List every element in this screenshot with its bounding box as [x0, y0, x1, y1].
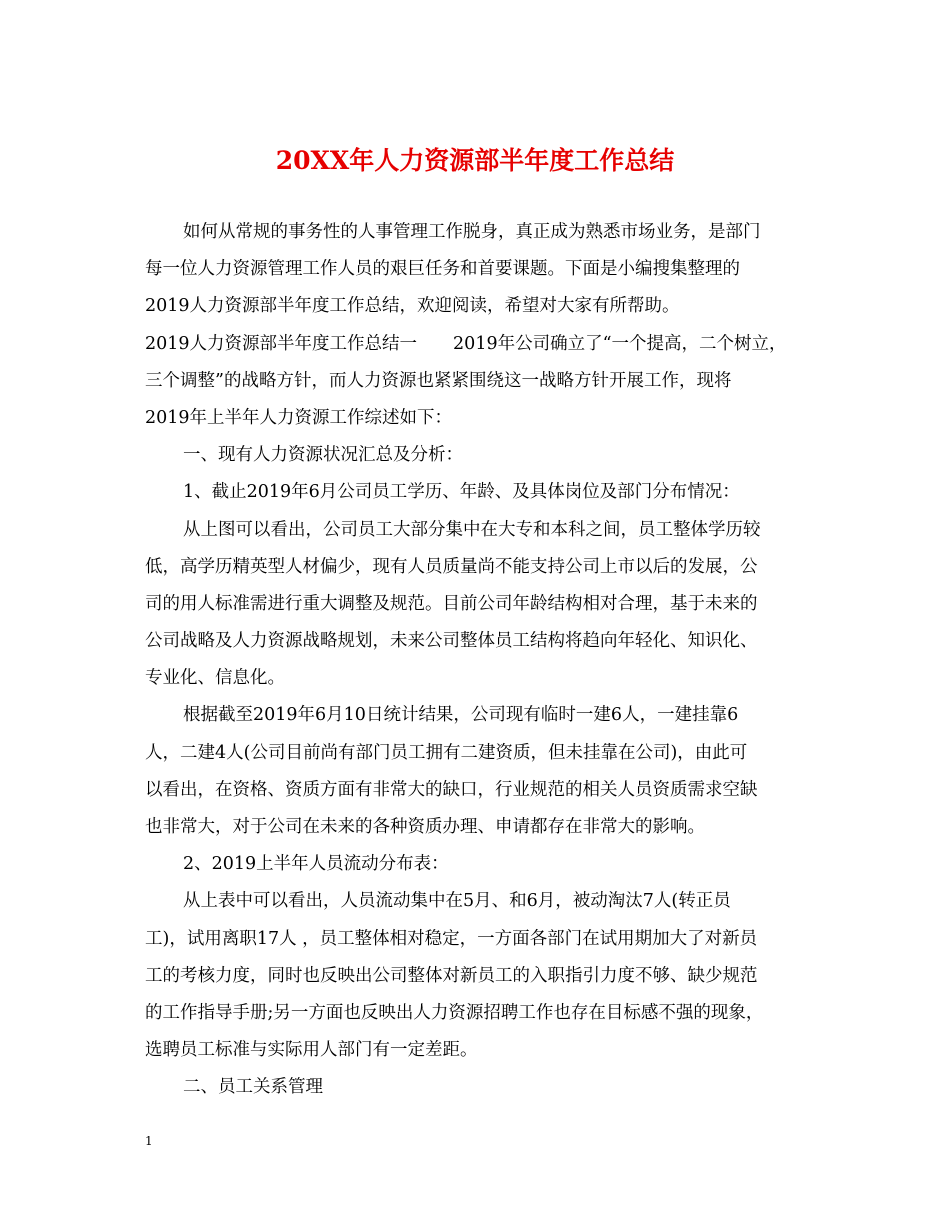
paragraph-line: 如何从常规的事务性的人事管理工作脱身，真正成为熟悉市场业务，是部门	[183, 222, 761, 242]
paragraph-line: 选聘员工标准与实际用人部门有一定差距。	[145, 1040, 478, 1061]
page-number: 1	[145, 1134, 153, 1148]
paragraph-line	[145, 326, 815, 363]
paragraph-line: 根据截至2019年6月10日统计结果，公司现有临时一建6人，一建挂靠6	[183, 705, 739, 726]
section-heading: 一、现有人力资源状况汇总及分析：	[183, 445, 463, 466]
section-heading: 二、员工关系管理	[183, 1077, 323, 1098]
paragraph-line: 司的用人标准需进行重大调整及规范。目前公司年龄结构相对合理，基于未来的	[145, 593, 758, 614]
section-heading: 2019人力资源部半年度工作总结一	[145, 333, 418, 354]
paragraph-line: 从上图可以看出，公司员工大部分集中在大专和本科之间，员工整体学历较	[183, 519, 761, 540]
paragraph-line: 三个调整”的战略方针，而人力资源也紧紧围绕这一战略方针开展工作，现将	[145, 370, 732, 391]
paragraph-line: 2019年上半年人力资源工作综述如下：	[145, 407, 453, 428]
paragraph-line: 工)，试用离职17人 ，员工整体相对稳定，一方面各部门在试用期加大了对新员	[145, 928, 758, 949]
paragraph-line: 专业化、信息化。	[145, 668, 285, 689]
paragraph-line: 以看出，在资格、资质方面有非常大的缺口，行业规范的相关人员资质需求空缺	[145, 779, 758, 800]
paragraph-line: 也非常大，对于公司在未来的各种资质办理、申请都存在非常大的影响。	[145, 817, 705, 837]
paragraph-line: 2、2019上半年人员流动分布表：	[183, 854, 449, 875]
paragraph-line: 2019人力资源部半年度工作总结，欢迎阅读，希望对大家有所帮助。	[145, 296, 680, 317]
paragraph-line: 低，高学历精英型人材偏少，现有人员质量尚不能支持公司上市以后的发展，公	[145, 556, 758, 577]
paragraph-line: 人，二建4人(公司目前尚有部门员工拥有二建资质，但未挂靠在公司)，由此可	[145, 742, 748, 763]
paragraph-line: 每一位人力资源管理工作人员的艰巨任务和首要课题。下面是小编搜集整理的	[145, 259, 740, 280]
paragraph-line: 1、截止2019年6月公司员工学历、年龄、及具体岗位及部门分布情况：	[183, 482, 740, 503]
paragraph-line: 的工作指导手册;另一方面也反映出人力资源招聘工作也存在目标感不强的现象，	[145, 1002, 764, 1023]
paragraph-line: 公司战略及人力资源战略规划，未来公司整体员工结构将趋向年轻化、知识化、	[145, 631, 758, 652]
paragraph-text: 2019年公司确立了“一个提高，二个树立，	[453, 333, 787, 354]
document-title: 20XX年人力资源部半年度工作总结	[275, 146, 675, 175]
paragraph-line: 工的考核力度，同时也反映出公司整体对新员工的入职指引力度不够、缺少规范	[145, 965, 758, 986]
paragraph-line: 从上表中可以看出，人员流动集中在5月、和6月，被动淘汰7人(转正员	[183, 891, 731, 912]
document-body	[145, 214, 815, 1107]
